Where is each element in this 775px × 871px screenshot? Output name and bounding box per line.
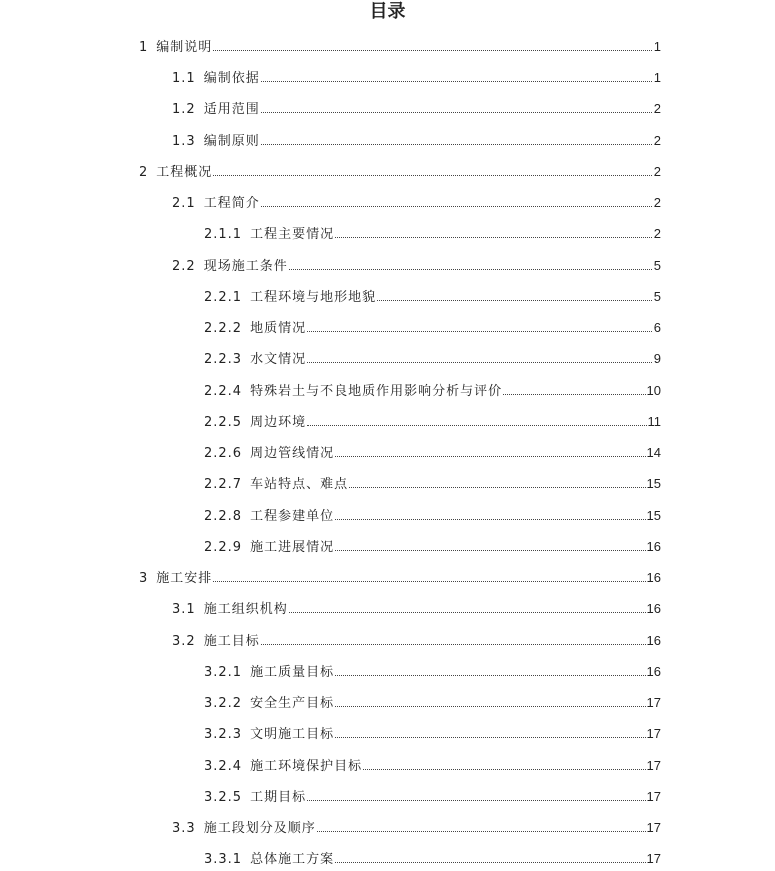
toc-entry-page: 16: [646, 664, 661, 679]
toc-entry-number: 2.1.1: [204, 227, 243, 242]
toc-entry-page: 15: [646, 476, 661, 491]
toc-entry-number: 3.2.1: [204, 665, 243, 680]
toc-entry-number: 2.2.8: [204, 509, 243, 524]
dot-leader: [335, 848, 645, 863]
toc-entry[interactable]: [204, 348, 661, 370]
toc-entry-title: 工程参建单位: [250, 509, 335, 524]
toc-entry-title: 施工目标: [203, 634, 260, 649]
dot-leader: [289, 598, 646, 613]
dot-leader: [503, 380, 645, 395]
toc-entry-number: 1.3: [172, 134, 196, 149]
toc-entry-title: 工程环境与地形地貌: [250, 290, 377, 305]
dot-leader: [261, 192, 652, 207]
toc-entry-number: 2.2.6: [204, 446, 243, 461]
toc-entry-page: 5: [653, 258, 661, 273]
toc-entry[interactable]: [172, 255, 661, 277]
dot-leader: [307, 786, 645, 801]
toc-entry-page: 17: [646, 726, 661, 741]
toc-entry-number: 2.2.1: [204, 290, 243, 305]
toc-entry-title: 施工段划分及顺序: [203, 821, 316, 836]
dot-leader: [335, 692, 645, 707]
toc-entry-number: 3: [139, 571, 149, 586]
toc-entry-title: 施工环境保护目标: [250, 759, 363, 774]
dot-leader: [335, 442, 645, 457]
dot-leader: [261, 67, 652, 82]
toc-entry-page: 17: [646, 758, 661, 773]
dot-leader: [335, 223, 652, 238]
dot-leader: [335, 661, 645, 676]
toc-entry-title: 安全生产目标: [250, 696, 335, 711]
toc-entry-page: 16: [646, 570, 661, 585]
toc-entry-title: 周边管线情况: [250, 446, 335, 461]
dot-leader: [289, 255, 652, 270]
dot-leader: [307, 317, 652, 332]
toc-entry[interactable]: [204, 380, 661, 402]
dot-leader: [213, 567, 645, 582]
toc-entry-number: 3.2: [172, 634, 196, 649]
toc-entry-page: 17: [646, 820, 661, 835]
dot-leader: [349, 473, 645, 488]
dot-leader: [261, 98, 652, 113]
toc-entry-title: 车站特点、难点: [250, 477, 349, 492]
toc-entry[interactable]: [204, 442, 661, 464]
toc-entry[interactable]: [204, 473, 661, 495]
toc-entry-page: 17: [646, 789, 661, 804]
toc-entry-number: 3.3: [172, 821, 196, 836]
toc-entry-title: 特殊岩土与不良地质作用影响分析与评价: [250, 384, 503, 399]
toc-entry-page: 11: [647, 414, 661, 429]
dot-leader: [335, 505, 645, 520]
page-title: 目录: [369, 1, 406, 22]
toc-entry-title: 工期目标: [250, 790, 307, 805]
toc-entry[interactable]: [204, 223, 661, 245]
toc-entry[interactable]: [204, 692, 661, 714]
toc-entry-page: 2: [653, 226, 661, 241]
toc-entry[interactable]: [204, 317, 661, 339]
dot-leader: [261, 130, 652, 145]
dot-leader: [213, 36, 652, 51]
toc-entry-page: 2: [653, 133, 661, 148]
toc-entry-number: 2.2.2: [204, 321, 243, 336]
toc-entry-title: 施工质量目标: [250, 665, 335, 680]
toc-entry-title: 施工组织机构: [203, 602, 288, 617]
toc-entry-page: 2: [653, 101, 661, 116]
toc-entry-title: 工程主要情况: [250, 227, 335, 242]
toc-entry-number: 2.2.9: [204, 540, 243, 555]
toc-entry-number: 1: [139, 40, 149, 55]
toc-entry[interactable]: [139, 161, 661, 183]
toc-entry-title: 编制依据: [203, 71, 260, 86]
dot-leader: [213, 161, 652, 176]
toc-entry-number: 2.2.3: [204, 352, 243, 367]
toc-entry[interactable]: [172, 630, 661, 652]
toc-entry[interactable]: [139, 36, 661, 58]
toc-entry[interactable]: [172, 67, 661, 89]
toc-entry[interactable]: [172, 192, 661, 214]
toc-entry-page: 16: [646, 601, 661, 616]
toc-entry-page: 1: [653, 39, 661, 54]
dot-leader: [335, 723, 645, 738]
toc-entry-page: 15: [646, 508, 661, 523]
toc-entry-title: 工程简介: [203, 196, 260, 211]
toc-entry-number: 2.2.7: [204, 477, 243, 492]
dot-leader: [307, 411, 646, 426]
toc-entry[interactable]: [204, 848, 661, 870]
dot-leader: [261, 630, 646, 645]
toc-entry-title: 编制原则: [203, 134, 260, 149]
toc-entry-page: 14: [646, 445, 661, 460]
toc-entry-page: 5: [653, 289, 661, 304]
toc-entry-number: 3.3.1: [204, 852, 243, 867]
toc-entry-page: 16: [646, 539, 661, 554]
toc-entry[interactable]: [204, 411, 661, 433]
toc-entry-number: 1.2: [172, 102, 196, 117]
dot-leader: [317, 817, 646, 832]
toc-entry-title: 水文情况: [250, 352, 307, 367]
toc-entry-number: 2.1: [172, 196, 196, 211]
toc-entry-title: 总体施工方案: [250, 852, 335, 867]
toc-entry-number: 3.2.5: [204, 790, 243, 805]
toc-entry[interactable]: [172, 98, 661, 120]
toc-entry[interactable]: [204, 505, 661, 527]
toc-entry-number: 2.2.4: [204, 384, 243, 399]
toc-entry-number: 3.1: [172, 602, 196, 617]
toc-entry[interactable]: [172, 817, 661, 839]
toc-entry-title: 文明施工目标: [250, 727, 335, 742]
toc-entry-number: 1.1: [172, 71, 196, 86]
toc-entry-number: 2: [139, 165, 149, 180]
toc-entry-title: 周边环境: [250, 415, 307, 430]
toc-entry-title: 现场施工条件: [203, 259, 288, 274]
toc-entry-title: 地质情况: [250, 321, 307, 336]
dot-leader: [377, 286, 652, 301]
toc-entry[interactable]: [172, 598, 661, 620]
toc-entry-page: 2: [653, 195, 661, 210]
toc-entry-number: 3.2.2: [204, 696, 243, 711]
toc-entry[interactable]: [204, 286, 661, 308]
toc-entry-page: 17: [646, 695, 661, 710]
toc-entry[interactable]: [204, 661, 661, 683]
toc-entry-page: 17: [646, 851, 661, 866]
toc-entry[interactable]: [139, 567, 661, 589]
dot-leader: [307, 348, 652, 363]
toc-entry-title: 施工安排: [156, 571, 213, 586]
toc-entry[interactable]: [204, 536, 661, 558]
toc-entry[interactable]: [204, 755, 661, 777]
toc-entry[interactable]: [172, 130, 661, 152]
toc-entry-title: 适用范围: [203, 102, 260, 117]
toc-entry-title: 编制说明: [156, 40, 213, 55]
toc-entry-number: 2.2: [172, 259, 196, 274]
toc-entry-page: 2: [653, 164, 661, 179]
toc-entry-number: 3.2.3: [204, 727, 243, 742]
dot-leader: [363, 755, 645, 770]
toc-entry-page: 9: [653, 351, 661, 366]
toc-entry[interactable]: [204, 786, 661, 808]
toc-entry-page: 1: [653, 70, 661, 85]
dot-leader: [335, 536, 645, 551]
toc-entry-page: 10: [646, 383, 661, 398]
toc-entry-number: 2.2.5: [204, 415, 243, 430]
toc-entry-title: 施工进展情况: [250, 540, 335, 555]
toc-entry[interactable]: [204, 723, 661, 745]
toc-entry-page: 16: [646, 633, 661, 648]
toc-entry-title: 工程概况: [156, 165, 213, 180]
toc-entry-page: 6: [653, 320, 661, 335]
toc-entry-number: 3.2.4: [204, 759, 243, 774]
